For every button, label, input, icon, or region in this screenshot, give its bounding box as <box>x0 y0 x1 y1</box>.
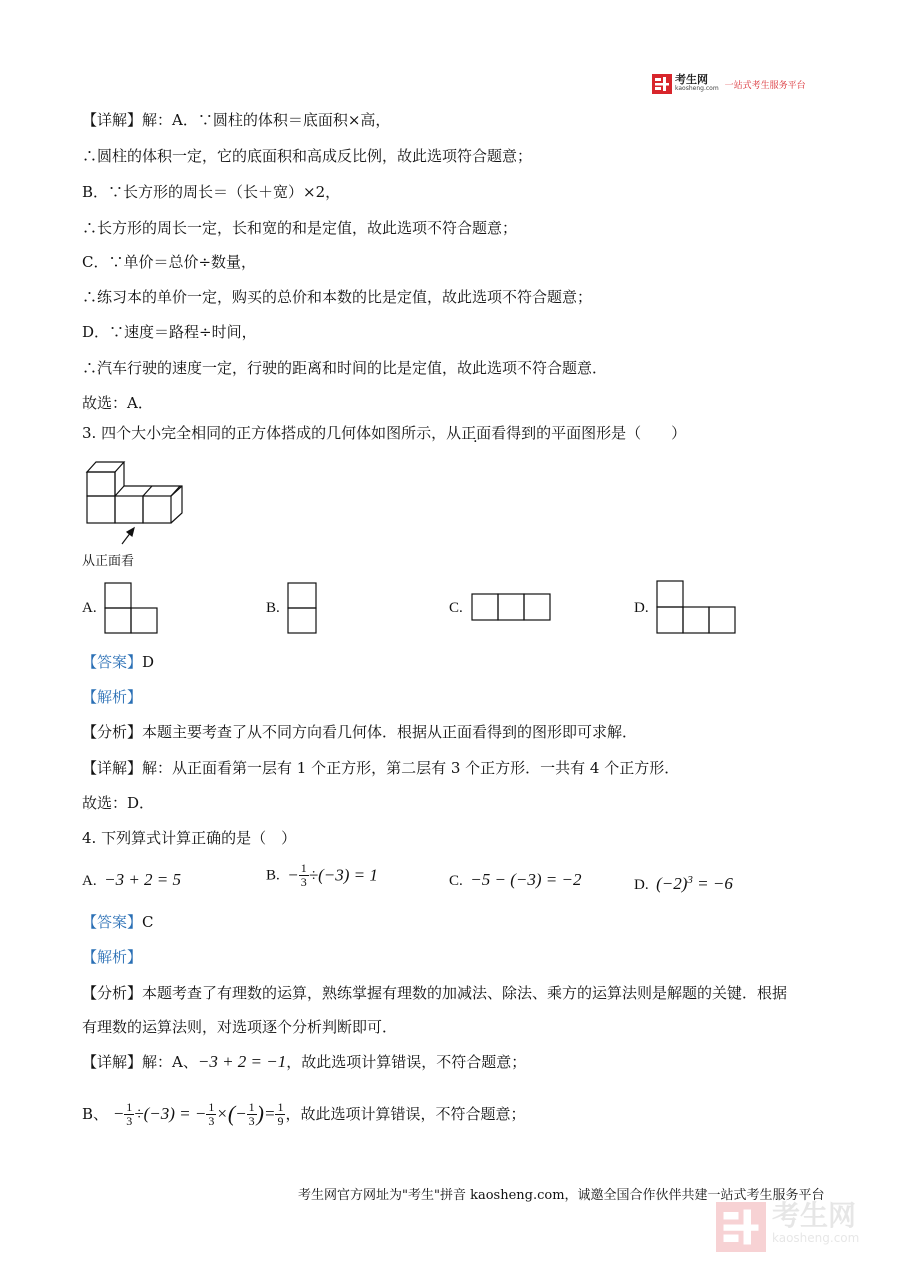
watermark-logo-icon <box>716 1202 766 1252</box>
q3-analysis: 【分析】本题主要考查了从不同方向看几何体．根据从正面看得到的图形即可求解． <box>82 723 638 741</box>
q4-option-a-label: A. <box>82 873 97 889</box>
q4-option-c-math: −5 − (−3) = −2 <box>470 870 582 889</box>
q3-stem-post: 看得到的平面图形是（ ） <box>491 424 687 442</box>
q4-detail-b-frac-1 <box>124 1101 134 1128</box>
q4-option-b-minus: − <box>287 865 299 885</box>
page-footer: 考生网官方网址为"考生"拼音 kaosheng.com，诚邀全国合作伙伴共建一站式考生服务平台 <box>298 1188 825 1203</box>
q4-option-b-label: B. <box>266 867 280 884</box>
q3-option-b-label: B. <box>266 600 280 616</box>
q2-detail-line-1: 【详解】解：A．∵圆柱的体积＝底面积×高， <box>82 111 391 129</box>
q2-detail-line-6: ∴练习本的单价一定，购买的总价和本数的比是定值，故此选项不符合题意； <box>82 288 593 306</box>
q4-detail-a-post: ，故此选项计算错误，不符合题意； <box>286 1053 527 1071</box>
q4-option-d-exponent: 3 <box>687 874 693 886</box>
q4-detail-b-frac-4-den: 9 <box>277 1113 284 1128</box>
q4-detail-b-frac-4 <box>275 1101 285 1128</box>
q3-option-b-figure <box>286 582 318 634</box>
q4-detail-b-div: ÷(−3) = − <box>134 1104 207 1123</box>
q4-option-d-base: (−2) <box>656 874 688 893</box>
q3-answer-value: D <box>142 653 155 671</box>
q4-detail-b-times: × <box>216 1104 228 1123</box>
q4-detail-b-rparen: ) <box>256 1101 264 1126</box>
q4-option-d <box>634 870 733 895</box>
q4-answer-tag: 【答案】 <box>82 913 143 931</box>
q4-analysis-tag: 【解析】 <box>82 948 143 966</box>
q4-detail-b-frac-2-num: 1 <box>208 1099 215 1114</box>
watermark <box>716 1199 860 1252</box>
q3-answer <box>82 652 154 672</box>
q3-stem-emphasis: 正面 <box>461 424 492 442</box>
q4-answer <box>82 912 154 932</box>
q4-analysis-line-2: 有理数的运算法则，对选项逐个分析判断即可． <box>82 1018 398 1036</box>
q4-option-b-fraction <box>299 862 309 889</box>
q4-detail-b-neg: − <box>235 1104 247 1123</box>
q4-option-a <box>82 870 181 891</box>
watermark-en: kaosheng.com <box>772 1231 860 1245</box>
q3-detail: 【详解】解：从正面看第一层有 1 个正方形，第二层有 3 个正方形．一共有 4 个正方形． <box>82 759 680 777</box>
q4-detail-b-frac-3-num: 1 <box>248 1099 255 1114</box>
q2-detail-line-2: ∴圆柱的体积一定，它的底面积和高成反比例，故此选项符合题意； <box>82 147 533 165</box>
q4-option-d-rest: = −6 <box>692 874 733 893</box>
q4-detail-b-minus: − <box>112 1104 125 1123</box>
q2-detail-line-4: ∴长方形的周长一定，长和宽的和是定值，故此选项不符合题意； <box>82 219 518 237</box>
q4-detail-b-frac-1-den: 3 <box>126 1113 133 1128</box>
q4-detail-b-frac-2-den: 3 <box>208 1113 215 1128</box>
q3-figure-label: 从正面看 <box>82 554 135 569</box>
kaosheng-logo-icon <box>652 74 672 94</box>
q4-option-a-math: −3 + 2 = 5 <box>104 870 182 889</box>
q4-option-c <box>449 870 581 891</box>
q4-detail-b-frac-2 <box>206 1101 216 1128</box>
q4-detail-b-frac-1-num: 1 <box>126 1099 133 1114</box>
q3-choose: 故选：D． <box>82 794 155 812</box>
q3-stem <box>82 423 686 443</box>
q3-analysis-tag: 【解析】 <box>82 688 143 706</box>
q4-detail-b-lparen: ( <box>227 1101 236 1126</box>
q4-detail-b <box>82 1098 526 1129</box>
q4-detail-b-post: ，故此选项计算错误，不符合题意； <box>285 1105 526 1123</box>
q4-stem: 4. 下列算式计算正确的是（ ） <box>82 829 297 847</box>
q4-option-d-label: D. <box>634 877 649 893</box>
q2-choose: 故选：A． <box>82 394 153 412</box>
q4-detail-a-math: −3 + 2 = −1 <box>197 1052 287 1071</box>
q4-detail-a-pre: 【详解】解：A、 <box>82 1053 198 1071</box>
q2-detail-line-3: B．∵长方形的周长＝（长＋宽）×2， <box>82 183 341 201</box>
logo-en: kaosheng.com <box>675 85 719 92</box>
q4-detail-b-frac-4-num: 1 <box>277 1099 284 1114</box>
q2-detail-line-8: ∴汽车行驶的速度一定，行驶的距离和时间的比是定值，故此选项不符合题意． <box>82 359 608 377</box>
q4-detail-b-frac-3 <box>247 1101 257 1128</box>
q2-detail-line-7: D．∵速度＝路程÷时间， <box>82 323 257 341</box>
q4-option-b-rest: ÷(−3) = 1 <box>308 865 378 885</box>
q3-answer-tag: 【答案】 <box>82 653 143 671</box>
watermark-cn: 考生网 <box>772 1199 857 1232</box>
q3-option-a-figure <box>104 582 160 634</box>
q4-detail-b-equals: = <box>264 1104 276 1123</box>
q3-option-d-label: D. <box>634 600 649 616</box>
q3-cube-figure <box>82 456 192 546</box>
q4-detail-b-frac-3-den: 3 <box>248 1113 255 1128</box>
q4-option-b-denominator: 3 <box>300 875 307 889</box>
q2-detail-line-5: C．∵单价＝总价÷数量， <box>82 253 257 271</box>
q4-option-b-numerator: 1 <box>300 861 307 875</box>
q4-option-b <box>266 862 378 889</box>
logo-cn: 考生网 <box>675 73 708 86</box>
q3-stem-pre: 3. 四个大小完全相同的正方体搭成的几何体如图所示，从 <box>82 424 462 442</box>
q4-answer-value: C <box>142 913 154 931</box>
q3-option-d-figure <box>656 580 738 635</box>
q3-option-c-figure <box>471 593 553 623</box>
q4-analysis-line-1: 【分析】本题考查了有理数的运算，熟练掌握有理数的加减法、除法、乘方的运算法则是解题的关键．根据 <box>82 984 788 1002</box>
q3-option-a-label: A. <box>82 600 97 616</box>
logo-slogan: 一站式考生服务平台 <box>724 80 806 91</box>
q4-detail-a <box>82 1052 526 1072</box>
header-logo[interactable] <box>652 74 806 94</box>
q4-option-c-label: C. <box>449 873 463 889</box>
q4-detail-b-label: B、 <box>82 1105 109 1123</box>
q3-option-c-label: C. <box>449 600 463 616</box>
